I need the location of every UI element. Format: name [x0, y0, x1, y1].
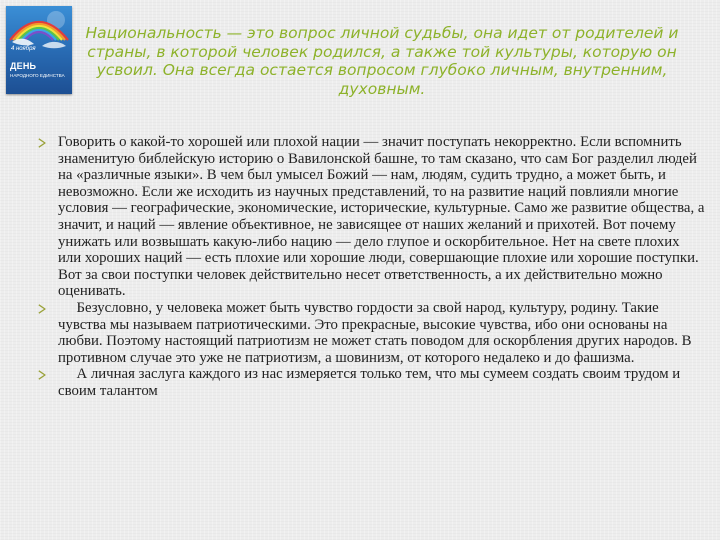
list-item — [38, 366, 706, 399]
triangle-bullet-icon — [38, 304, 46, 314]
paragraph-text: Безусловно, у человека может быть чувство гордости за свой народ, культуру, родину. Такие чувства мы называем патриотическими. Это прекрасные, высокие чувства, ибо они основаны на любви. Поэтому настоящий патриотизм не может стать поводом для оскорбления других народов. В противном случае это уже не патриотизм, а шовинизм, от которого недалеко и до фашизма. — [58, 299, 692, 366]
slide-title: Национальность — это вопрос личной судьбы, она идет от родителей и страны, в которой человек родился, а также той культуры, которую он усвоил. Она всегда остается вопросом глубоко личным, внутренним, духовным. — [85, 24, 679, 98]
paragraph-text: А личная заслуга каждого из нас измеряется только тем, что мы сумеем создать своим трудом и своим талантом — [58, 366, 681, 399]
list-item — [38, 300, 706, 366]
triangle-bullet-icon — [38, 370, 46, 380]
paragraph-text: Говорить о какой-то хорошей или плохой нации — значит поступать некорректно. Если вспомнить знаменитую библейскую историю о Вавилонской башне, то там сказано, что сам Бог разделил людей на «различные языки». В чем был умысел Божий — нам, людям, судить трудно, а может быть, и невозможно. Если же исходить из научных представлений, то на развитие наций повлияли многие условия — географические, экономические, исторические, культурные. Само же развитие общества, а значит, и наций — явление объективное, не зависящее от наших желаний и прихотей. Вот почему унижать или возвышать какую-либо нацию — дело глупое и оскорбительное. Нет на свете плохих или хороших наций — есть плохие или хорошие люди, совершающие плохие или хорошие поступки. Вот за свои поступки человек действительно несет ответственность, а их действительно можно оценивать. — [58, 134, 705, 300]
list-item — [38, 134, 706, 300]
logo-title-text: ДЕНЬ — [10, 61, 37, 71]
unity-day-logo — [6, 6, 72, 94]
bullet-list — [38, 134, 706, 400]
triangle-bullet-icon — [38, 138, 46, 148]
logo-date-text: 4 ноября — [11, 46, 36, 52]
logo-subtitle-text: НАРОДНОГО ЕДИНСТВА — [10, 73, 65, 78]
